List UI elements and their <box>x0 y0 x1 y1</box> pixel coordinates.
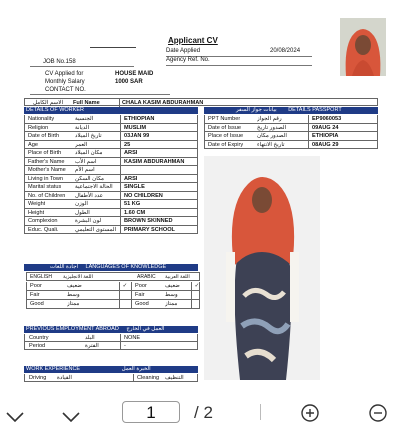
experience-row <box>24 374 198 382</box>
worker-section-header: DETAILS OF WORKER <box>24 107 198 114</box>
worker-row-label: Date of Birth <box>28 133 60 139</box>
arabic-level-ar: وسط <box>165 292 178 298</box>
passport-row-label-ar: الصدور تاريخ <box>257 124 287 131</box>
country-row <box>24 334 198 342</box>
full-name-label-ar: الاسم الكامل <box>33 100 63 106</box>
pdf-toolbar <box>0 395 401 422</box>
worker-row-label-ar: الطول <box>75 209 90 216</box>
worker-row <box>24 166 198 175</box>
worker-row <box>24 175 198 184</box>
full-name-label: Full Name <box>73 100 100 106</box>
worker-row <box>24 192 198 201</box>
experience-section-label-ar: الخبرة العمل <box>121 366 151 372</box>
worker-row-label: Nationality <box>28 116 55 122</box>
chevron-down-icon[interactable] <box>6 405 24 428</box>
worker-row-label: Complexion <box>28 218 58 224</box>
chevron-down-icon[interactable] <box>62 405 80 428</box>
worker-row-label: Age <box>28 141 38 148</box>
country-label: Country <box>29 335 49 341</box>
arabic-level: Fair <box>131 291 145 299</box>
worker-row-value: 51 KG <box>120 200 203 208</box>
worker-row-value: ETHIOPIAN <box>120 115 203 123</box>
worker-row <box>24 209 198 218</box>
salary-label: Monthly Salary <box>45 79 85 85</box>
country-label-ar: البلد <box>85 335 95 341</box>
languages-header-row <box>26 272 200 281</box>
full-name-row <box>24 98 378 106</box>
worker-row <box>24 217 198 226</box>
passport-row <box>204 141 378 150</box>
passport-row-value: 09AUG 24 <box>308 124 383 132</box>
passport-section-label: DETAILS PASSPORT <box>288 107 342 113</box>
worker-row-label: Educ. Quali. <box>28 226 59 233</box>
experience-section-label: WORK EXPERIENCE <box>26 366 81 372</box>
worker-row-label-ar: اسم الأب <box>75 158 97 165</box>
worker-row-label: Weight <box>28 201 46 207</box>
zoom-out-icon[interactable] <box>368 403 388 429</box>
portrait-photo <box>340 18 386 76</box>
cv-applied-label: CV Applied for <box>45 71 84 77</box>
english-label: ENGLISH <box>30 274 52 280</box>
job-underline <box>30 66 134 67</box>
cv-title: Applicant CV <box>168 36 218 45</box>
worker-row <box>24 158 198 167</box>
worker-row-label-ar: الوزن <box>75 201 88 207</box>
worker-row-value: 03JAN 99 <box>120 132 203 140</box>
worker-row-label-ar: مكان الميلاد <box>75 150 103 156</box>
date-applied-label: Date Applied <box>166 48 201 54</box>
worker-row-label: Mother's Name <box>28 167 66 173</box>
passport-row <box>204 124 378 133</box>
full-body-photo <box>204 156 320 380</box>
driving-label-ar: القيادة <box>57 375 72 381</box>
worker-row-value: KASIM ABDURAHMAN <box>120 158 203 166</box>
passport-row <box>204 132 378 141</box>
arabic-level: Poor <box>131 282 147 290</box>
cleaning-label: Cleaning <box>133 374 159 382</box>
english-level: Fair <box>30 292 40 298</box>
languages-section-header <box>24 264 198 271</box>
driving-label: Driving <box>29 375 47 381</box>
english-checkbox[interactable]: ✓ <box>119 282 130 290</box>
passport-row-label-ar: تاريخ الانتهاء <box>257 141 285 148</box>
languages-section-label-ar: اجادة اللغات <box>50 264 78 270</box>
cv-applied-value: HOUSE MAID <box>115 71 154 77</box>
english-level: Poor <box>30 283 42 289</box>
worker-row-label-ar: الحالة الاجتماعية <box>75 184 113 190</box>
worker-row-label-ar: مكان السكن <box>75 175 105 182</box>
english-level: Good <box>30 301 44 307</box>
worker-row-value: PRIMARY SCHOOL <box>120 226 203 234</box>
worker-row-label: Father's Name <box>28 158 65 165</box>
english-level-ar: وسط <box>67 292 80 298</box>
worker-row-value: BROWN SKINNED <box>120 217 203 225</box>
worker-row-value: 25 <box>120 141 203 149</box>
period-label-ar: الفترة <box>85 343 99 349</box>
passport-row-label: Date of Expiry <box>208 141 244 148</box>
passport-row-value: EP9060053 <box>308 115 383 123</box>
arabic-checkbox[interactable] <box>191 300 202 308</box>
passport-row-label: Place of Issue <box>208 133 244 139</box>
worker-row-label-ar: الديانة <box>75 124 90 131</box>
passport-section-header <box>204 107 378 114</box>
worker-row-label-ar: المستوى التعليمي <box>75 226 117 233</box>
worker-row <box>24 200 198 209</box>
passport-section-label-ar: بيانات جواز السفر <box>236 107 277 113</box>
worker-row-label-ar: العمر <box>75 141 88 148</box>
passport-row-value: ETHIOPIA <box>308 132 383 140</box>
employment-section-label: PREVIOUS EMPLOYMENT ABROAD <box>26 326 119 332</box>
languages-section-label: LANGUAGES OF KNOWLEDGE <box>85 264 167 270</box>
english-checkbox[interactable] <box>119 291 130 299</box>
contact-label: CONTACT NO. <box>45 87 86 93</box>
page-current: 1 <box>146 403 156 422</box>
employment-section-header <box>24 326 198 333</box>
page-total: / 2 <box>194 403 213 422</box>
english-level-ar: ممتاز <box>67 301 80 307</box>
worker-row-label-ar: لون البشرة <box>75 218 102 224</box>
language-level-row <box>26 291 200 300</box>
worker-row <box>24 149 198 158</box>
passport-row-value: 08AUG 29 <box>308 141 383 149</box>
job-no: JOB No.158 <box>43 59 76 65</box>
period-value: - <box>120 342 126 350</box>
english-checkbox[interactable] <box>119 300 130 308</box>
worker-row-label-ar: اسم الأم <box>75 167 95 173</box>
worker-row <box>24 124 198 133</box>
zoom-in-icon[interactable] <box>300 403 320 429</box>
worker-row <box>24 115 198 124</box>
period-label: Period <box>29 343 46 349</box>
passport-row-label-ar: الصدور مكان <box>257 133 287 139</box>
worker-row <box>24 141 198 150</box>
page-number-input[interactable] <box>122 401 180 423</box>
arabic-level-ar: ضعيف <box>165 283 180 289</box>
worker-row-value: ARSI <box>120 175 203 183</box>
cleaning-label-ar: التنظيف <box>165 375 184 381</box>
worker-row-value <box>120 166 203 174</box>
worker-row-label-ar: تاريخ الميلاد <box>75 133 102 139</box>
worker-row-label-ar: الجنسية <box>75 116 94 122</box>
worker-row-value: MUSLIM <box>120 124 203 132</box>
contact-underline <box>30 94 170 95</box>
title-underline <box>90 47 136 48</box>
english-level-ar: ضعيف <box>67 283 82 289</box>
arabic-checkbox[interactable]: ✓ <box>191 282 202 290</box>
arabic-level-ar: ممتاز <box>165 301 178 307</box>
passport-row-label-ar: رقم الجواز <box>257 116 282 122</box>
worker-row-value: ARSI <box>120 149 203 157</box>
worker-row-label-ar: عدد الأطفال <box>75 192 104 199</box>
country-value: NONE <box>120 334 140 342</box>
passport-row <box>204 115 378 124</box>
worker-row-label: Living in Town <box>28 175 64 182</box>
full-name-value: CHALA KASIM ABDURAHMAN <box>119 99 203 107</box>
worker-row-label: Place of Birth <box>28 150 62 156</box>
worker-row-value: NO CHILDREN <box>120 192 203 200</box>
worker-row-value: SINGLE <box>120 183 203 191</box>
worker-row <box>24 132 198 141</box>
language-level-row <box>26 282 200 291</box>
agency-ref-label: Agency Ref. No. <box>166 57 210 63</box>
arabic-label: ARABIC <box>137 274 156 280</box>
passport-row-label: PPT Number <box>208 116 241 122</box>
salary-value: 1000 SAR <box>115 79 143 85</box>
period-row <box>24 342 198 350</box>
worker-row-label: Marital status <box>28 184 62 190</box>
arabic-level: Good <box>131 300 149 308</box>
date-applied-value: 20/08/2024 <box>270 48 301 54</box>
toolbar-divider <box>260 404 261 420</box>
arabic-checkbox[interactable] <box>191 291 202 299</box>
passport-row-label: Date of Issue <box>208 124 241 131</box>
experience-section-header <box>24 366 198 373</box>
worker-row <box>24 226 198 235</box>
agency-underline <box>166 65 312 66</box>
worker-row-label: Religion <box>28 124 49 131</box>
worker-row-label: Height <box>28 209 45 216</box>
worker-row-value: 1.60 CM <box>120 209 203 217</box>
worker-row-label: No. of Children <box>28 192 66 199</box>
english-label-ar: اللغة الانجليزية <box>63 274 93 280</box>
worker-row <box>24 183 198 192</box>
employment-section-label-ar: العمل في الخارج <box>126 326 165 332</box>
language-level-row <box>26 300 200 309</box>
arabic-label-ar: اللغة العربية <box>165 274 190 280</box>
